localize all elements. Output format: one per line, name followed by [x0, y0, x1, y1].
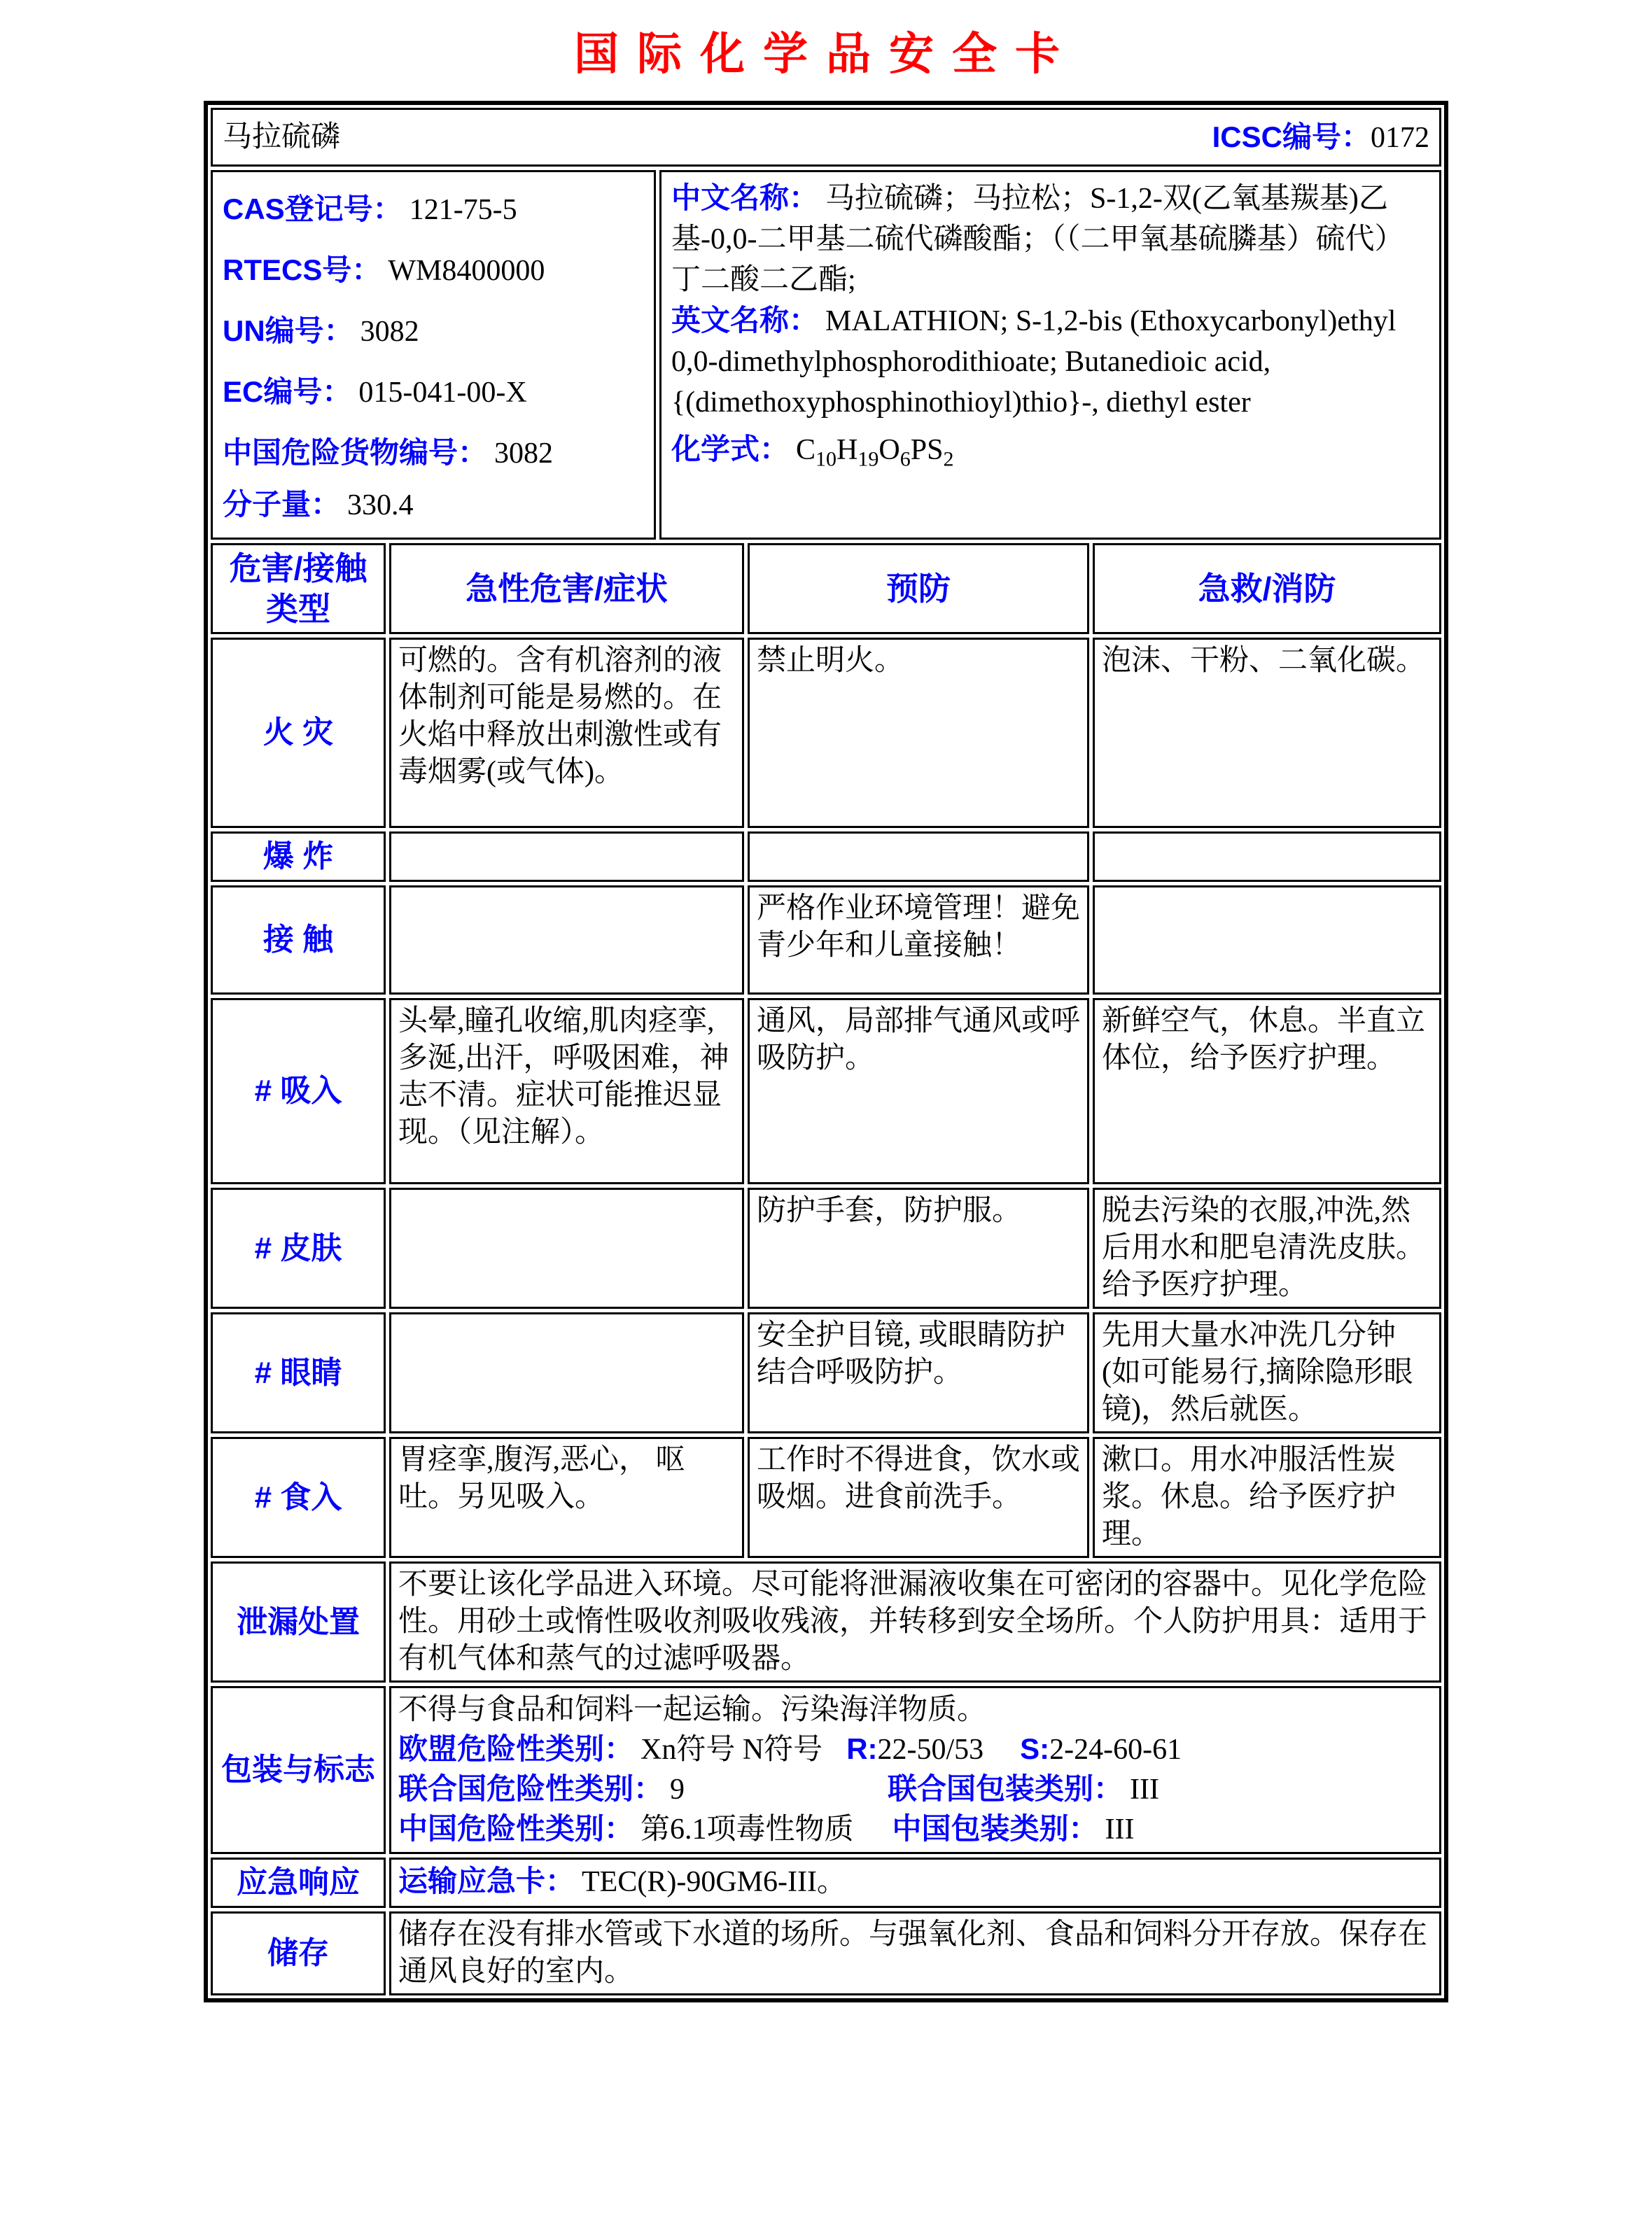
- ec-number-value: 015-041-00-X: [358, 377, 527, 409]
- un-number-value: 3082: [360, 316, 419, 348]
- un-hazard-class-label: 联合国危险性类别：: [398, 1772, 664, 1805]
- spillage-label: 泄漏处置: [211, 1561, 386, 1683]
- cn-pack-group-value: III: [1105, 1813, 1135, 1846]
- chemical-formula-block: [671, 424, 1429, 484]
- fire-symptoms: 可燃的。含有机溶剂的液体制剂可能是易燃的。在火焰中释放出刺激性或有毒烟雾(或气体)。: [389, 638, 744, 828]
- hazard-row-skin: [211, 1188, 1441, 1309]
- icsc-number-value: 0172: [1371, 121, 1429, 154]
- hazard-table-header: [211, 543, 1441, 634]
- fire-prevention: 禁止明火。: [748, 638, 1089, 828]
- header-strip: [211, 108, 1441, 167]
- ingestion-prevention: 工作时不得进食，饮水或吸烟。进食前洗手。: [748, 1437, 1089, 1558]
- un-pack-group-value: III: [1130, 1774, 1159, 1806]
- spillage-text: 不要让该化学品进入环境。尽可能将泄漏液收集在可密闭的容器中。见化学危险性。用砂土或惰性吸收剂吸收残液，并转移到安全场所。个人防护用具：适用于有机气体和蒸气的过滤呼吸器。: [389, 1561, 1441, 1683]
- icsc-number-label: ICSC编号：: [1212, 120, 1371, 153]
- row-label-eyes: # 眼睛: [211, 1312, 386, 1433]
- cas-number-label: CAS登记号：: [223, 192, 402, 225]
- transport-emergency-card-label: 运输应急卡：: [398, 1865, 575, 1897]
- eu-hazard-class-value: Xn符号 N符号: [640, 1734, 823, 1766]
- column-header-symptoms: 急性危害/症状: [389, 543, 744, 634]
- eyes-prevention: 安全护目镜, 或眼睛防护结合呼吸防护。: [748, 1312, 1089, 1433]
- china-dg-number-label: 中国危险货物编号：: [223, 436, 488, 469]
- packaging-content: [389, 1686, 1441, 1854]
- inhalation-prevention: 通风，局部排气通风或呼吸防护。: [748, 998, 1089, 1184]
- exposure-firstaid: [1093, 885, 1441, 995]
- row-label-explosion: 爆 炸: [211, 831, 386, 882]
- ingestion-firstaid: 漱口。用水冲服活性炭浆。休息。给予医疗护理。: [1093, 1437, 1441, 1558]
- row-label-fire: 火 灾: [211, 638, 386, 828]
- molecular-weight-line: [223, 484, 644, 526]
- identification-registry-cell: [211, 170, 656, 540]
- row-label-inhalation: # 吸入: [211, 998, 386, 1184]
- emergency-label: 应急响应: [211, 1858, 386, 1908]
- un-hazard-class-value: 9: [670, 1774, 685, 1806]
- cn-hazard-class-value: 第6.1项毒性物质: [640, 1813, 854, 1846]
- chinese-name-block: [671, 178, 1429, 300]
- ec-number-label: EC编号：: [223, 375, 352, 408]
- hazard-row-exposure: [211, 885, 1441, 995]
- exposure-symptoms: [389, 885, 744, 995]
- transport-emergency-card-value: TEC(R)-90GM6-III。: [582, 1866, 846, 1898]
- inhalation-firstaid: 新鲜空气，休息。半直立体位，给予医疗护理。: [1093, 998, 1441, 1184]
- eyes-symptoms: [389, 1312, 744, 1433]
- r-phrases-label: R:: [846, 1732, 878, 1765]
- cas-number-line: [223, 179, 644, 240]
- chemical-formula-label: 化学式：: [671, 433, 790, 465]
- rtecs-number-value: WM8400000: [388, 255, 545, 287]
- spillage-section: [211, 1561, 1441, 1683]
- english-name-label: 英文名称：: [671, 304, 819, 337]
- packaging-label: 包装与标志: [211, 1686, 386, 1854]
- un-number-line: [223, 301, 644, 362]
- explosion-prevention: [748, 831, 1089, 882]
- identification-section: [211, 170, 1441, 540]
- icsc-number-group: [1212, 118, 1429, 157]
- row-label-exposure: 接 触: [211, 885, 386, 995]
- page-title: 国际化学品安全卡: [574, 29, 1078, 79]
- eyes-firstaid: 先用大量水冲洗几分钟(如可能易行,摘除隐形眼镜)，然后就医。: [1093, 1312, 1441, 1433]
- emergency-section: [211, 1858, 1441, 1908]
- exposure-prevention: 严格作业环境管理！避免青少年和儿童接触！: [748, 885, 1089, 995]
- skin-symptoms: [389, 1188, 744, 1309]
- fire-firstaid: 泡沫、干粉、二氧化碳。: [1093, 638, 1441, 828]
- un-number-label: UN编号：: [223, 314, 354, 347]
- packaging-eu-line: [398, 1729, 1432, 1769]
- column-header-type: 危害/接触类型: [211, 543, 386, 634]
- molecular-weight-label: 分子量：: [223, 488, 341, 521]
- column-header-prevention: 预防: [748, 543, 1089, 634]
- icsc-card: [204, 101, 1448, 2002]
- cas-number-value: 121-75-5: [409, 194, 517, 226]
- explosion-firstaid: [1093, 831, 1441, 882]
- emergency-content: [389, 1858, 1441, 1908]
- s-phrases-value: 2-24-60-61: [1049, 1734, 1182, 1766]
- skin-prevention: 防护手套，防护服。: [748, 1188, 1089, 1309]
- storage-text: 储存在没有排水管或下水道的场所。与强氧化剂、食品和饲料分开存放。保存在通风良好的室内。: [389, 1911, 1441, 1995]
- s-phrases-label: S:: [1020, 1732, 1050, 1765]
- un-pack-group-label: 联合国包装类别：: [888, 1772, 1124, 1805]
- china-dg-number-value: 3082: [494, 437, 554, 470]
- rtecs-number-label: RTECS号：: [223, 253, 382, 286]
- hazard-row-eyes: [211, 1312, 1441, 1433]
- packaging-section: [211, 1686, 1441, 1854]
- packaging-cn-line: [398, 1809, 1432, 1849]
- english-name-value: MALATHION; S-1,2-bis (Ethoxycarbonyl)ethyl 0,0-dimethylphosphorodithioate; Butanedioic acid, {(dimethoxyphosphinothioyl)thio}-, diethyl ester: [671, 305, 1396, 419]
- r-phrases-value: 22-50/53: [877, 1734, 984, 1766]
- packaging-un-line: [398, 1769, 1432, 1809]
- row-label-ingestion: # 食入: [211, 1437, 386, 1558]
- substance-name: 马拉硫磷: [223, 120, 341, 153]
- china-dg-number-line: [223, 423, 644, 484]
- chinese-name-value: 马拉硫磷；马拉松；S-1,2-双(乙氧基羰基)乙基-0,0-二甲基二硫代磷酸酯；（（二甲氧基硫膦基）硫代）丁二酸二乙酯;: [671, 183, 1404, 296]
- rtecs-number-line: [223, 240, 644, 301]
- packaging-transport-note: 不得与食品和饲料一起运输。污染海洋物质。: [398, 1694, 987, 1726]
- storage-section: [211, 1911, 1441, 1995]
- row-label-skin: # 皮肤: [211, 1188, 386, 1309]
- molecular-weight-value: 330.4: [347, 489, 414, 521]
- hazard-row-fire: [211, 638, 1441, 828]
- hazard-row-inhalation: [211, 998, 1441, 1184]
- hazard-row-ingestion: [211, 1437, 1441, 1558]
- ec-number-line: [223, 362, 644, 423]
- column-header-firstaid: 急救/消防: [1093, 543, 1441, 634]
- english-name-block: [671, 300, 1429, 423]
- eu-hazard-class-label: 欧盟危险性类别：: [398, 1732, 634, 1765]
- cn-pack-group-label: 中国包装类别：: [892, 1812, 1098, 1845]
- identification-names-cell: [659, 170, 1441, 540]
- explosion-symptoms: [389, 831, 744, 882]
- inhalation-symptoms: 头晕,瞳孔收缩,肌肉痉挛,多涎,出汗，呼吸困难，神志不清。症状可能推迟显现。（见注解）。: [389, 998, 744, 1184]
- chinese-name-label: 中文名称：: [671, 181, 819, 214]
- storage-label: 储存: [211, 1911, 386, 1995]
- ingestion-symptoms: 胃痉挛,腹泻,恶心， 呕吐。另见吸入。: [389, 1437, 744, 1558]
- chemical-formula-value: $C_{10}H_{19}O_6PS_2$: [796, 434, 954, 471]
- cn-hazard-class-label: 中国危险性类别：: [398, 1812, 634, 1845]
- hazard-row-explosion: [211, 831, 1441, 882]
- skin-firstaid: 脱去污染的衣服,冲洗,然后用水和肥皂清洗皮肤。给予医疗护理。: [1093, 1188, 1441, 1309]
